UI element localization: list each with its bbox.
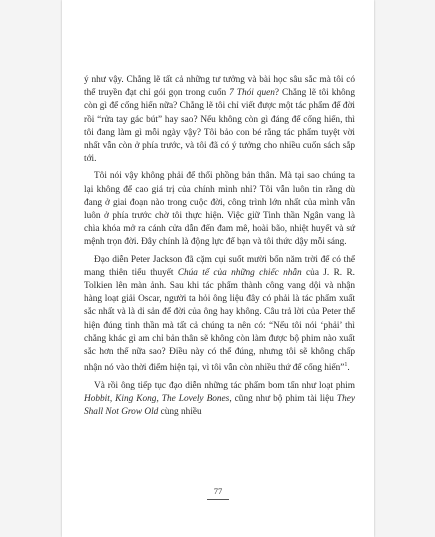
italic-title: 7 Thói quen [229,88,275,99]
book-page [62,0,374,537]
paragraph [84,74,355,166]
page-number-rule [207,499,229,500]
paragraph [84,170,355,249]
italic-title: Chúa tể của những chiếc nhẫn [177,267,302,278]
text-run: ? Chẳng lẽ tôi không còn gì để cống hiến nữa? Chẳng lẽ tôi chỉ viết được một tác phẩm để đời rồi “rửa tay gác bút” hay sao? Nếu không còn gì đáng để cống hiến, thì tôi đang làm gì mỗi ngày vậy? Tôi bảo con bé rằng tác phẩm tuyệt vời nhất vẫn còn ở phía trước, và tôi đã có ý tưởng cho nhiều cuốn sách sắp tới. [84,88,355,165]
italic-title: They Shall Not Grow Old [84,393,355,417]
text-run: Tôi nói vậy không phải để thổi phồng bản thân. Mà tại sao chúng ta lại không để cao giá trị của chính mình nhỉ? Tôi vẫn luôn tin rằng dù đang ở giai đoạn nào trong cuộc đời, công trình lớn nhất của mình vẫn luôn ở phía trước chờ tôi thực hiện. Việc giữ Tinh thần Ngân vang là chìa khóa mở ra cánh cửa dẫn đến đam mê, hoài bão, nhiệt huyết và sứ mệnh trọn đời. Đây chính là động lực để bạn và tôi thức dậy mỗi sáng. [84,171,355,248]
text-run: . [347,363,350,374]
text-run: Và rồi ông tiếp tục đạo diễn những tác phẩm bom tấn như loạt phim [94,380,355,391]
footnote-marker: 1 [344,362,348,369]
text-run: , cũng như bộ phim tài liệu [229,393,337,404]
paragraph [84,254,355,376]
paragraph [84,380,355,420]
italic-title: Hobbit, King Kong, The Lovely Bones [84,393,230,404]
page-number: 77 [213,486,223,496]
text-run: Đạo diễn Peter Jackson đã cặm cụi suốt mười bốn năm trời để có thể mang thiên tiểu thuyết [84,254,355,278]
text-run: của J. R. R. Tolkien lên màn ảnh. Sau khi tác phẩm thành công vang dội và nhận hàng loạt giải Oscar, người ta hỏi ông liệu đây có phải là tác phẩm xuất sắc nhất và là di sản để đời của ông hay không. Câu trả lời của Peter thể hiện đúng tinh thần mà tất cả chúng ta nên có: “Nếu tôi nói ‘phải’ thì chẳng khác gì am chỉ bản thân sẽ không còn làm được bộ phim nào xuất sắc hơn thế nữa sao? Điều này có thể đúng, nhưng tôi sẽ không chấp nhận nó vào thời điểm hiện tại, vì tôi vẫn còn nhiều thứ để cống hiến” [84,267,355,374]
body-text [84,74,355,419]
text-run: cùng nhiều [158,406,202,417]
text-run: ý như vậy. Chẳng lẽ tất cả những tư tưởng và bài học sâu sắc mà tôi có thể truyền đạt chỉ gói gọn trong cuốn [84,75,355,99]
